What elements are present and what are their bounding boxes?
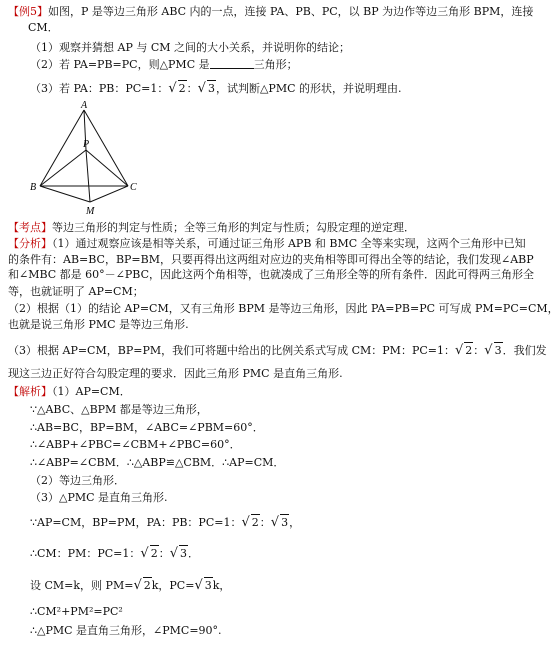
jiexi-line-12: ∴△PMC 是直角三角形，∠PMC=90°.	[30, 624, 222, 637]
sqrt-sign: √	[194, 578, 203, 593]
jiexi-line-8: ∵AP=CM，BP=PM，PA：PB：PC=1：√ 2：√ 3，	[30, 515, 301, 530]
fenxi-line-5: （2）根据（1）的结论 AP=CM，又有三角形 BPM 是等边三角形，因此 PA=PB=PC 可写成 PM=PC=CM，	[8, 302, 559, 315]
fenxi-line-8: 现这三边正好符合勾股定理的要求．因此三角形 PMC 是直角三角形.	[8, 367, 343, 380]
sqrt-sign: √	[197, 81, 206, 96]
example-line-2: CM．	[28, 21, 59, 34]
jiexi-tag: 【解析】	[8, 385, 52, 398]
edge-ab	[40, 110, 84, 186]
kaodian-line: 【考点】等边三角形的判定与性质；全等三角形的判定与性质；勾股定理的逆定理．	[8, 221, 415, 234]
fenxi-line-1: 【分析】（1）通过观察应该是相等关系，可通过证三角形 APB 和 BMC 全等来实现，这两个三角形中已知	[8, 237, 526, 250]
jiexi-line-6: （2）等边三角形．	[30, 474, 125, 487]
kaodian-tag: 【考点】	[8, 221, 52, 234]
radicand-2: 2	[150, 547, 158, 560]
jiexi-line-1: 【解析】（1）AP=CM．	[8, 385, 131, 398]
answer-blank	[210, 58, 254, 69]
fenxi-line-4: 等，也就证明了 AP=CM；	[8, 285, 144, 298]
radicand-2: 2	[465, 344, 473, 357]
radicand-3: 3	[207, 82, 215, 95]
edge-bm	[40, 186, 90, 202]
edge-cm	[90, 186, 128, 202]
fenxi-tag: 【分析】	[8, 237, 52, 250]
label-p: P	[83, 139, 90, 150]
example-line-1: 【例5】如图，P 是等边三角形 ABC 内的一点，连接 PA、PB、PC，以 BP 为边作等边三角形 BPM，连接	[8, 5, 534, 18]
sqrt-sign: √	[140, 546, 149, 561]
edge-pc	[86, 150, 128, 186]
triangle-figure	[24, 100, 154, 218]
edge-pb	[40, 150, 86, 186]
fenxi-line-2: 的条件有：AB=BC，BP=BM，只要再得出这两组对应边的夹角相等即可得出全等的结论，我们发现∠ABP	[8, 253, 534, 266]
radicand-2: 2	[178, 82, 186, 95]
sqrt-sign: √	[168, 81, 177, 96]
sqrt-sign: √	[270, 515, 280, 530]
radicand-3: 3	[204, 579, 212, 592]
radicand-2: 2	[143, 579, 151, 592]
jiexi-line-3: ∴AB=BC，BP=BM，∠ABC=∠PBM=60°．	[30, 421, 264, 434]
radicand-3: 3	[494, 344, 502, 357]
jiexi-line-5: ∴∠ABP=∠CBM．∴△ABP≌△CBM．∴AP=CM．	[30, 456, 285, 469]
fenxi-line-6: 也就是说三角形 PMC 是等边三角形.	[8, 318, 189, 331]
jiexi-line-10: 设 CM=k，则 PM=√ 2k，PC=√ 3k，	[30, 578, 231, 593]
question-2: （2）若 PA=PB=PC，则△PMC 是 三角形；	[30, 58, 298, 71]
radicand-3: 3	[179, 547, 187, 560]
jiexi-line-4: ∴∠ABP+∠PBC=∠CBM+∠PBC=60°．	[30, 438, 241, 451]
sqrt-sign: √	[454, 343, 464, 358]
label-a: A	[81, 100, 88, 111]
label-b: B	[30, 182, 37, 193]
edge-ac	[84, 110, 128, 186]
sqrt-sign: √	[169, 546, 178, 561]
sqrt-sign: √	[241, 515, 250, 530]
radicand-3: 3	[281, 516, 289, 529]
jiexi-line-2: ∵△ABC、△BPM 都是等边三角形，	[30, 403, 208, 416]
example-tag: 【例5】	[8, 5, 48, 18]
jiexi-line-11: ∴CM²+PM²=PC²	[30, 605, 123, 618]
jiexi-line-9: ∴CM：PM：PC=1：√ 2：√ 3．	[30, 546, 199, 561]
label-m: M	[86, 206, 95, 217]
question-3: （3）若 PA：PB：PC=1：√ 2：√ 3，试判断△PMC 的形状，并说明理由.	[30, 81, 402, 96]
label-c: C	[130, 182, 137, 193]
fenxi-line-7: （3）根据 AP=CM，BP=PM，我们可将题中给出的比例关系式写成 CM：PM：PC=1：√ 2：√ 3．我们发	[8, 343, 547, 358]
sqrt-sign: √	[484, 343, 493, 358]
sqrt-sign: √	[133, 578, 142, 593]
edge-pm	[86, 150, 90, 202]
radicand-2: 2	[251, 516, 259, 529]
fenxi-line-3: 和∠MBC 都是 60°－∠PBC，因此这两个角相等，也就凑成了三角形全等的所有条件．因此可得两三角形全	[8, 268, 534, 281]
jiexi-line-7: （3）△PMC 是直角三角形.	[30, 491, 168, 504]
question-1: （1）观察并猜想 AP 与 CM 之间的大小关系，并说明你的结论；	[30, 41, 351, 54]
